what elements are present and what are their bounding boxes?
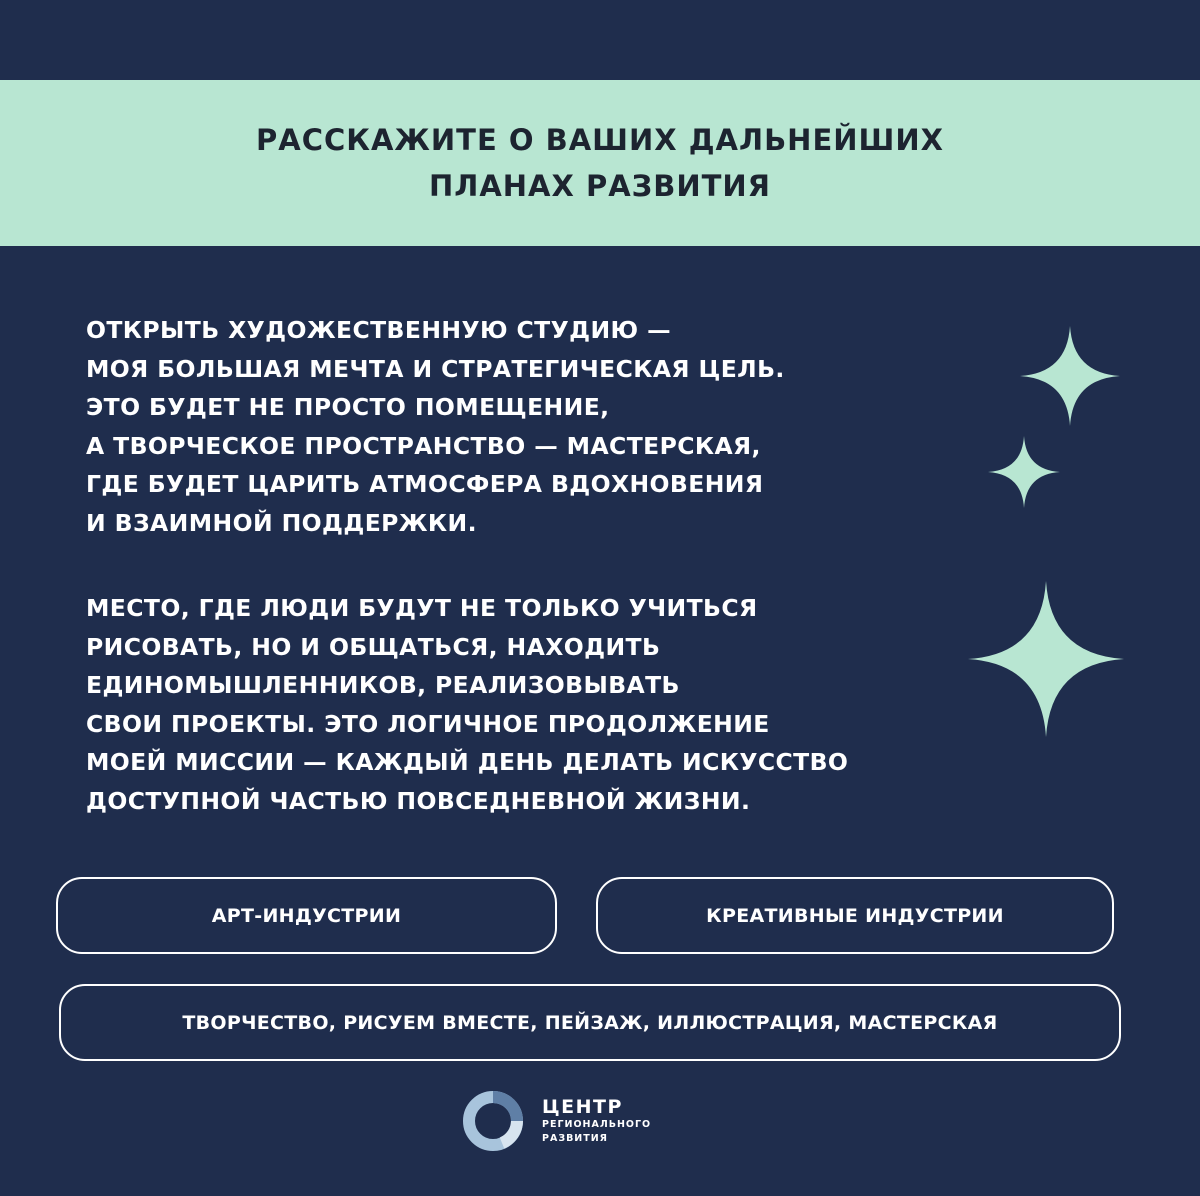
paragraph-line: МЕСТО, ГДЕ ЛЮДИ БУДУТ НЕ ТОЛЬКО УЧИТЬСЯ xyxy=(86,594,758,622)
paragraph-line: МОЯ БОЛЬШАЯ МЕЧТА И СТРАТЕГИЧЕСКАЯ ЦЕЛЬ. xyxy=(86,354,785,383)
paragraph-line: ГДЕ БУДЕТ ЦАРИТЬ АТМОСФЕРА ВДОХНОВЕНИЯ xyxy=(86,470,764,499)
paragraph-line: РИСОВАТЬ, НО И ОБЩАТЬСЯ, НАХОДИТЬ xyxy=(86,632,661,661)
header-banner xyxy=(0,80,1200,246)
sparkle-icon xyxy=(988,436,1060,508)
tag-creative-industries: КРЕАТИВНЫЕ ИНДУСТРИИ xyxy=(596,877,1114,954)
logo-text-line1: ЦЕНТР xyxy=(542,1096,623,1118)
organization-logo xyxy=(462,1088,722,1154)
paragraph-1 xyxy=(86,311,1026,543)
logo-text-line3: РАЗВИТИЯ xyxy=(542,1133,609,1144)
paragraph-line: СВОИ ПРОЕКТЫ. ЭТО ЛОГИЧНОЕ ПРОДОЛЖЕНИЕ xyxy=(86,709,770,738)
tag-art-industries: АРТ-ИНДУСТРИИ xyxy=(56,877,557,954)
sparkle-icon xyxy=(1020,326,1120,426)
header-title-line2: ПЛАНАХ РАЗВИТИЯ xyxy=(428,169,772,203)
tag-keywords: ТВОРЧЕСТВО, РИСУЕМ ВМЕСТЕ, ПЕЙЗАЖ, ИЛЛЮСТРАЦИЯ, МАСТЕРСКАЯ xyxy=(59,984,1121,1061)
paragraph-line: А ТВОРЧЕСКОЕ ПРОСТРАНСТВО — МАСТЕРСКАЯ, xyxy=(86,431,761,460)
paragraph-2 xyxy=(86,589,1026,821)
logo-text-line2: РЕГИОНАЛЬНОГО xyxy=(542,1119,652,1130)
paragraph-line: ЕДИНОМЫШЛЕННИКОВ, РЕАЛИЗОВЫВАТЬ xyxy=(86,671,680,700)
paragraph-line: ОТКРЫТЬ ХУДОЖЕСТВЕННУЮ СТУДИЮ — xyxy=(86,316,671,344)
paragraph-line: ДОСТУПНОЙ ЧАСТЬЮ ПОВСЕДНЕВНОЙ ЖИЗНИ. xyxy=(86,786,751,815)
paragraph-line: ЭТО БУДЕТ НЕ ПРОСТО ПОМЕЩЕНИЕ, xyxy=(86,393,610,422)
header-title-line1: РАССКАЖИТЕ О ВАШИХ ДАЛЬНЕЙШИХ xyxy=(256,123,944,157)
paragraph-line: И ВЗАИМНОЙ ПОДДЕРЖКИ. xyxy=(86,508,477,537)
sparkle-icon xyxy=(968,581,1124,737)
logo-ring-icon xyxy=(462,1090,524,1152)
paragraph-line: МОЕЙ МИССИИ — КАЖДЫЙ ДЕНЬ ДЕЛАТЬ ИСКУССТВО xyxy=(86,748,849,777)
